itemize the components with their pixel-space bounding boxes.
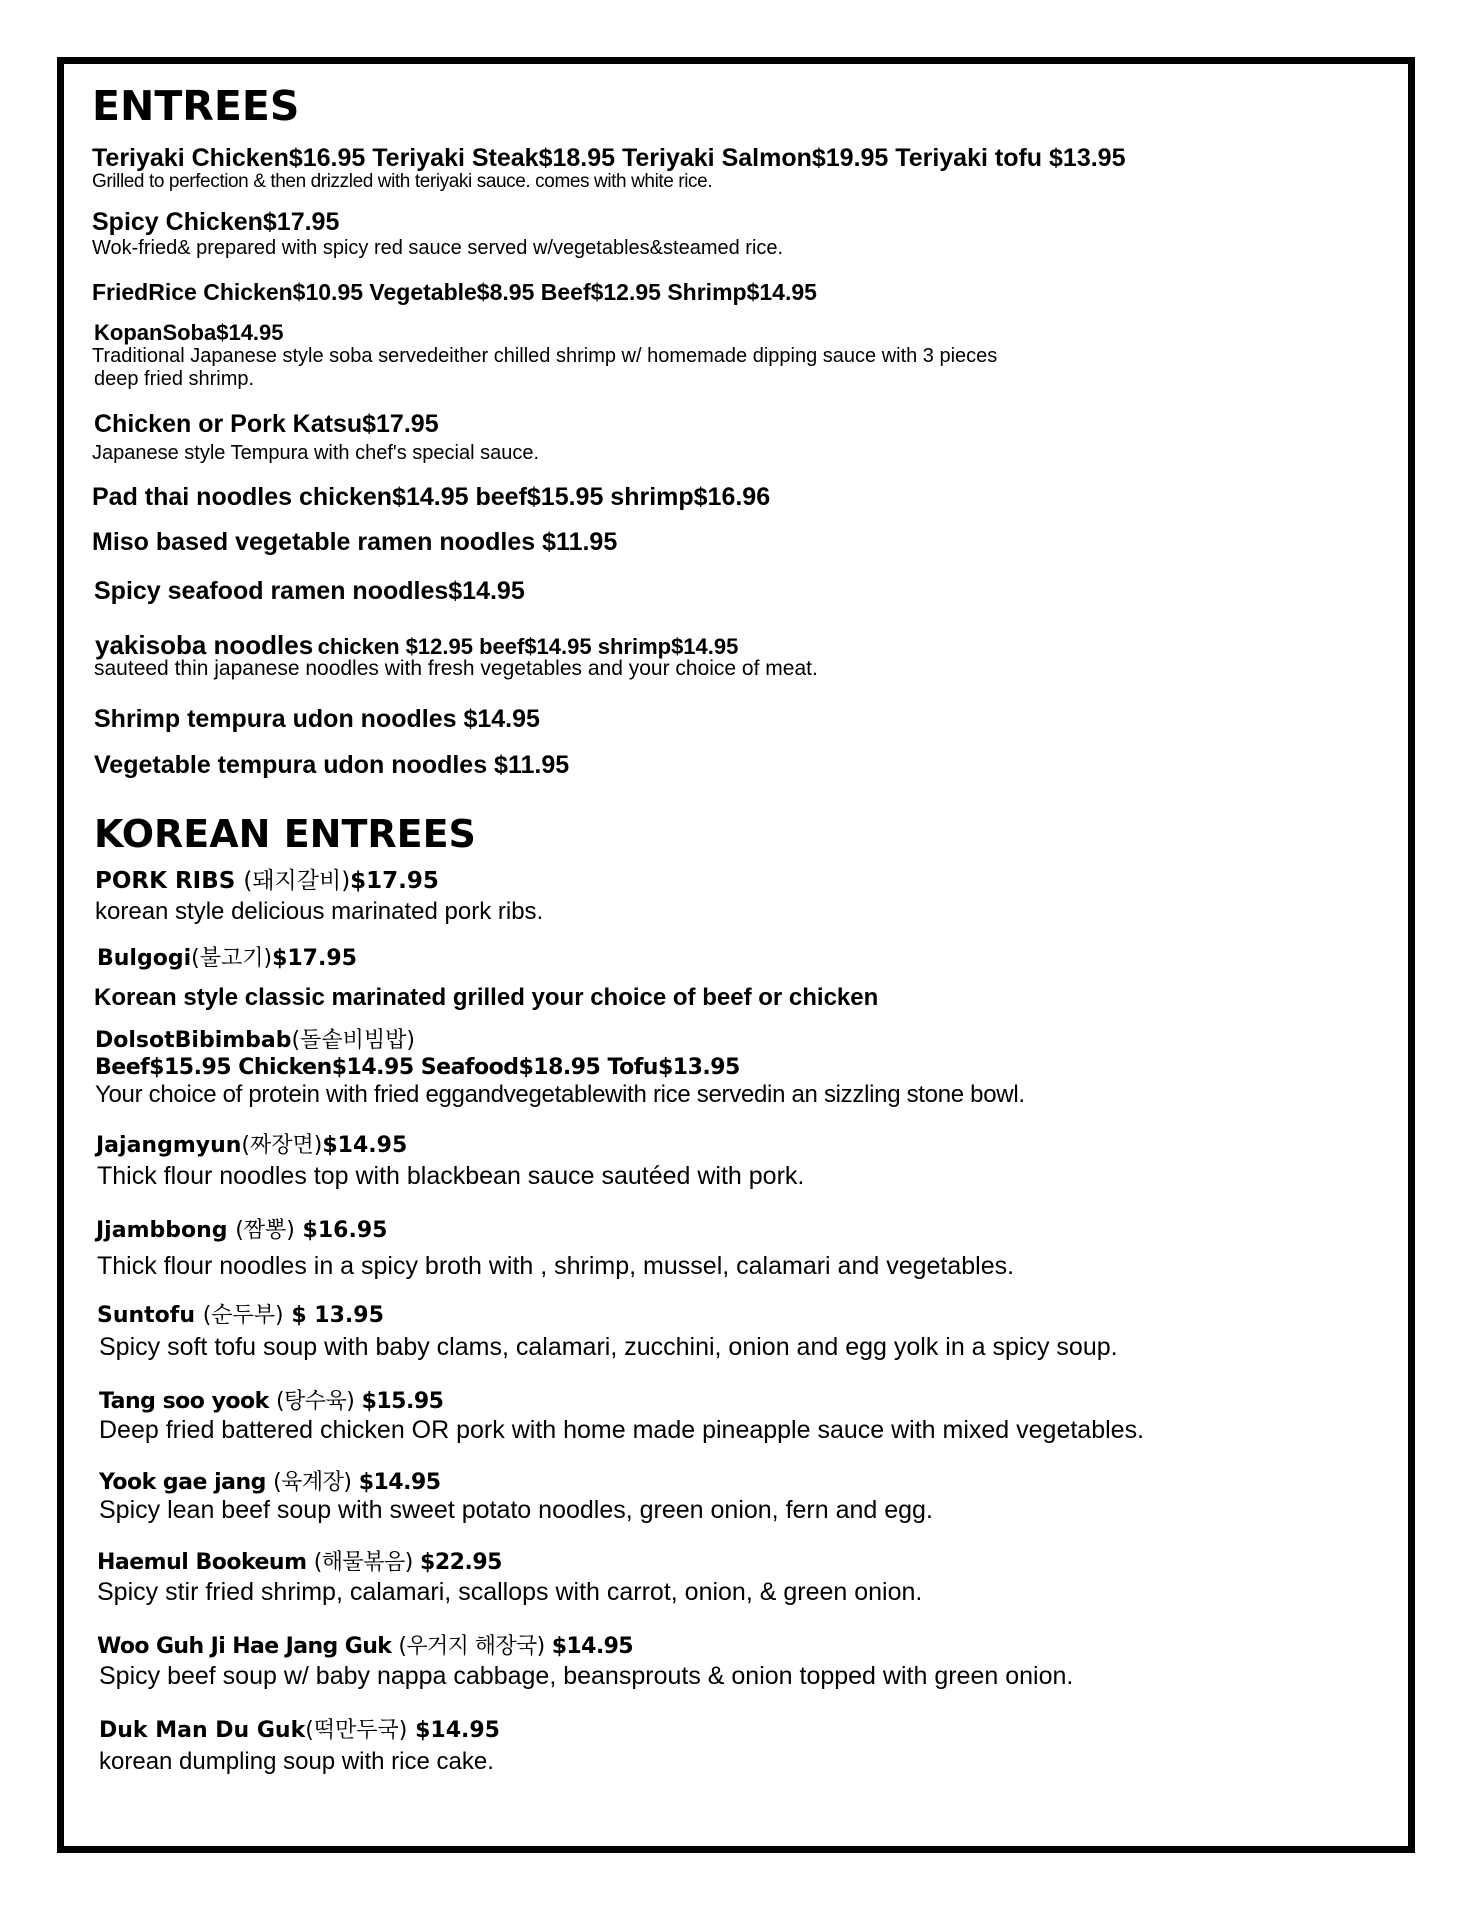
haemul-price: $22.95: [420, 1550, 502, 1575]
veg-udon-title: Vegetable tempura udon noodles $11.95: [94, 751, 570, 779]
kopan-soba-title: KopanSoba$14.95: [94, 320, 284, 345]
yakisoba-description: sauteed thin japanese noodles with fresh vegetables and your choice of meat.: [94, 657, 818, 680]
wooguh-name: Woo Guh Ji Hae Jang Guk: [97, 1634, 392, 1659]
jjambbong-title: [96, 1220, 387, 1242]
spicy-chicken-title: Spicy Chicken$17.95: [92, 208, 340, 236]
yookgaejang-title: [99, 1472, 441, 1494]
bulgogi-title: [97, 948, 357, 970]
wooguh-korean: (우거지 해장국): [398, 1634, 545, 1659]
entrees-heading: ENTREES: [92, 82, 300, 130]
yookgaejang-korean: (육계장): [273, 1470, 352, 1495]
pork-ribs-price: $17.95: [350, 868, 439, 894]
pork-ribs-name: PORK RIBS: [95, 868, 236, 894]
dukmandu-korean: (떡만두국): [305, 1718, 408, 1743]
jajangmyun-korean: (짜장면): [241, 1133, 323, 1158]
bibimbab-description: Your choice of protein with fried eggandvegetablewith rice servedin an sizzling stone bowl.: [95, 1081, 1025, 1108]
dukmandu-name: Duk Man Du Guk: [99, 1718, 306, 1743]
miso-ramen-title: Miso based vegetable ramen noodles $11.95: [92, 528, 618, 556]
pork-ribs-description: korean style delicious marinated pork ribs.: [95, 898, 544, 925]
bulgogi-korean: (불고기): [191, 946, 273, 971]
suntofu-title: [97, 1305, 384, 1327]
dukmandu-price: $14.95: [415, 1718, 500, 1743]
bulgogi-name: Bulgogi: [97, 946, 192, 971]
spicy-chicken-description: Wok-fried& prepared with spicy red sauce served w/vegetables&steamed rice.: [92, 237, 784, 259]
haemul-title: [97, 1552, 502, 1574]
haemul-description: Spicy stir fried shrimp, calamari, scallops with carrot, onion, & green onion.: [97, 1578, 923, 1606]
wooguh-price: $14.95: [551, 1634, 633, 1659]
bibimbab-title: [95, 1030, 415, 1052]
yookgaejang-name: Yook gae jang: [99, 1470, 266, 1495]
bibimbab-korean: (돌솥비빔밥): [291, 1028, 415, 1053]
bibimbab-prices: Beef$15.95 Chicken$14.95 Seafood$18.95 Tofu$13.95: [95, 1055, 740, 1080]
jajangmyun-title: [96, 1135, 407, 1157]
teriyaki-title: Teriyaki Chicken$16.95 Teriyaki Steak$18.95 Teriyaki Salmon$19.95 Teriyaki tofu $13.95: [92, 144, 1126, 172]
shrimp-udon-title: Shrimp tempura udon noodles $14.95: [94, 705, 540, 733]
seafood-ramen-title: Spicy seafood ramen noodles$14.95: [94, 577, 525, 605]
dukmandu-description: korean dumpling soup with rice cake.: [99, 1748, 494, 1775]
teriyaki-description: Grilled to perfection & then drizzled with teriyaki sauce. comes with white rice.: [92, 171, 713, 192]
jjambbong-description: Thick flour noodles in a spicy broth with , shrimp, mussel, calamari and vegetables.: [97, 1252, 1015, 1280]
suntofu-korean: (순두부): [202, 1303, 284, 1328]
kopan-soba-description-line1: Traditional Japanese style soba servedeither chilled shrimp w/ homemade dipping sauce with 3 pieces: [92, 345, 998, 367]
tangsooyook-title: [99, 1391, 443, 1413]
tangsooyook-price: $15.95: [361, 1389, 444, 1414]
wooguh-description: Spicy beef soup w/ baby nappa cabbage, beansprouts & onion topped with green onion.: [99, 1662, 1074, 1690]
yakisoba-prices: chicken $12.95 beef$14.95 shrimp$14.95: [317, 634, 739, 659]
jajangmyun-price: $14.95: [322, 1133, 408, 1158]
fried-rice-title: FriedRice Chicken$10.95 Vegetable$8.95 Beef$12.95 Shrimp$14.95: [92, 279, 817, 305]
jjambbong-korean: (짬뽕): [235, 1218, 295, 1243]
bulgogi-price: $17.95: [272, 946, 357, 971]
suntofu-description: Spicy soft tofu soup with baby clams, calamari, zucchini, onion and egg yolk in a spicy soup.: [99, 1333, 1118, 1361]
bulgogi-description: Korean style classic marinated grilled your choice of beef or chicken: [94, 984, 879, 1011]
dukmandu-title: [99, 1720, 500, 1742]
pad-thai-title: Pad thai noodles chicken$14.95 beef$15.95 shrimp$16.96: [92, 483, 771, 511]
kopan-soba-description-line2: deep fried shrimp.: [94, 368, 255, 390]
katsu-title: Chicken or Pork Katsu$17.95: [94, 410, 439, 438]
pork-ribs-title: [95, 870, 439, 893]
wooguh-title: [97, 1636, 633, 1658]
jjambbong-price: $16.95: [302, 1218, 388, 1243]
jjambbong-name: Jjambbong: [96, 1218, 228, 1243]
pork-ribs-korean: (돼지갈비): [243, 868, 351, 894]
jajangmyun-name: Jajangmyun: [96, 1133, 242, 1158]
korean-entrees-heading: KOREAN ENTREES: [94, 812, 476, 856]
jajangmyun-description: Thick flour noodles top with blackbean sauce sautéed with pork.: [97, 1162, 805, 1190]
suntofu-price: $ 13.95: [291, 1303, 384, 1328]
yookgaejang-description: Spicy lean beef soup with sweet potato noodles, green onion, fern and egg.: [99, 1496, 933, 1524]
yakisoba-title-row: [95, 632, 738, 658]
katsu-description: Japanese style Tempura with chef's special sauce.: [92, 442, 540, 464]
bibimbab-name: DolsotBibimbab: [95, 1028, 292, 1053]
tangsooyook-description: Deep fried battered chicken OR pork with home made pineapple sauce with mixed vegetables.: [99, 1416, 1145, 1444]
tangsooyook-korean: (탕수육): [275, 1389, 355, 1414]
yakisoba-title: yakisoba noodles: [95, 630, 314, 660]
yookgaejang-price: $14.95: [358, 1470, 441, 1495]
haemul-korean: (해물볶음): [313, 1550, 413, 1575]
haemul-name: Haemul Bookeum: [97, 1550, 307, 1575]
suntofu-name: Suntofu: [97, 1303, 196, 1328]
tangsooyook-name: Tang soo yook: [99, 1389, 269, 1414]
